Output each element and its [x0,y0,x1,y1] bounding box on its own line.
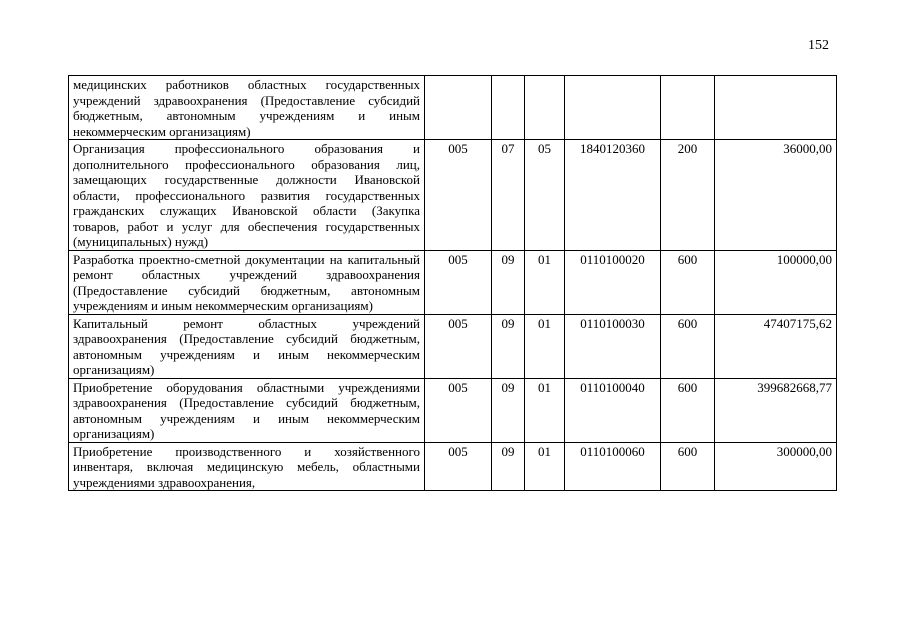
target-article-code: 1840120360 [565,140,661,251]
subsection-code: 01 [525,314,565,378]
expense-type-code: 600 [661,250,715,314]
row-description: Капитальный ремонт областных учреждений здравоохранения (Предоставление субсидий бюджетным, автономным учреждениям и иным некоммерческим организациям) [69,314,425,378]
ministry-code: 005 [425,442,492,491]
table-row [69,442,837,491]
subsection-code: 05 [525,140,565,251]
target-article-code: 0110100040 [565,378,661,442]
budget-table [68,75,837,491]
amount-value: 300000,00 [715,442,837,491]
row-description: Приобретение производственного и хозяйственного инвентаря, включая медицинскую мебель, областными учреждениями здравоохранения, [69,442,425,491]
expense-type-code: 600 [661,378,715,442]
ministry-code: 005 [425,314,492,378]
ministry-code: 005 [425,250,492,314]
expense-type-code: 200 [661,140,715,251]
amount-value: 47407175,62 [715,314,837,378]
row-description: медицинских работников областных государственных учреждений здравоохранения (Предоставление субсидий бюджетным, автономным учреждениям и иным некоммерческим организациям) [69,76,425,140]
page-number: 152 [808,38,829,53]
subsection-code: 01 [525,442,565,491]
table-row [69,314,837,378]
expense-type-code: 600 [661,314,715,378]
target-article-code [565,76,661,140]
ministry-code [425,76,492,140]
amount-value [715,76,837,140]
expense-type-code: 600 [661,442,715,491]
amount-value: 399682668,77 [715,378,837,442]
section-code: 09 [492,442,525,491]
row-description: Разработка проектно-сметной документации на капитальный ремонт областных учреждений здравоохранения (Предоставление субсидий бюджетным, автономным учреждениям и иным некоммерческим организациям) [69,250,425,314]
target-article-code: 0110100030 [565,314,661,378]
subsection-code: 01 [525,250,565,314]
subsection-code [525,76,565,140]
ministry-code: 005 [425,140,492,251]
amount-value: 36000,00 [715,140,837,251]
expense-type-code [661,76,715,140]
ministry-code: 005 [425,378,492,442]
section-code: 09 [492,250,525,314]
budget-table-body [69,76,837,491]
amount-value: 100000,00 [715,250,837,314]
section-code: 09 [492,314,525,378]
table-row [69,140,837,251]
table-row [69,378,837,442]
section-code: 09 [492,378,525,442]
row-description: Организация профессионального образования и дополнительного профессионального образования лиц, замещающих государственные должности Ивановской области, профессионального развития государственных гражданских служащих Ивановской области (Закупка товаров, работ и услуг для обеспечения государственных (муниципальных) нужд) [69,140,425,251]
table-row [69,76,837,140]
section-code: 07 [492,140,525,251]
target-article-code: 0110100060 [565,442,661,491]
target-article-code: 0110100020 [565,250,661,314]
subsection-code: 01 [525,378,565,442]
table-row [69,250,837,314]
section-code [492,76,525,140]
row-description: Приобретение оборудования областными учреждениями здравоохранения (Предоставление субсидий бюджетным, автономным учреждениям и иным некоммерческим организациям) [69,378,425,442]
